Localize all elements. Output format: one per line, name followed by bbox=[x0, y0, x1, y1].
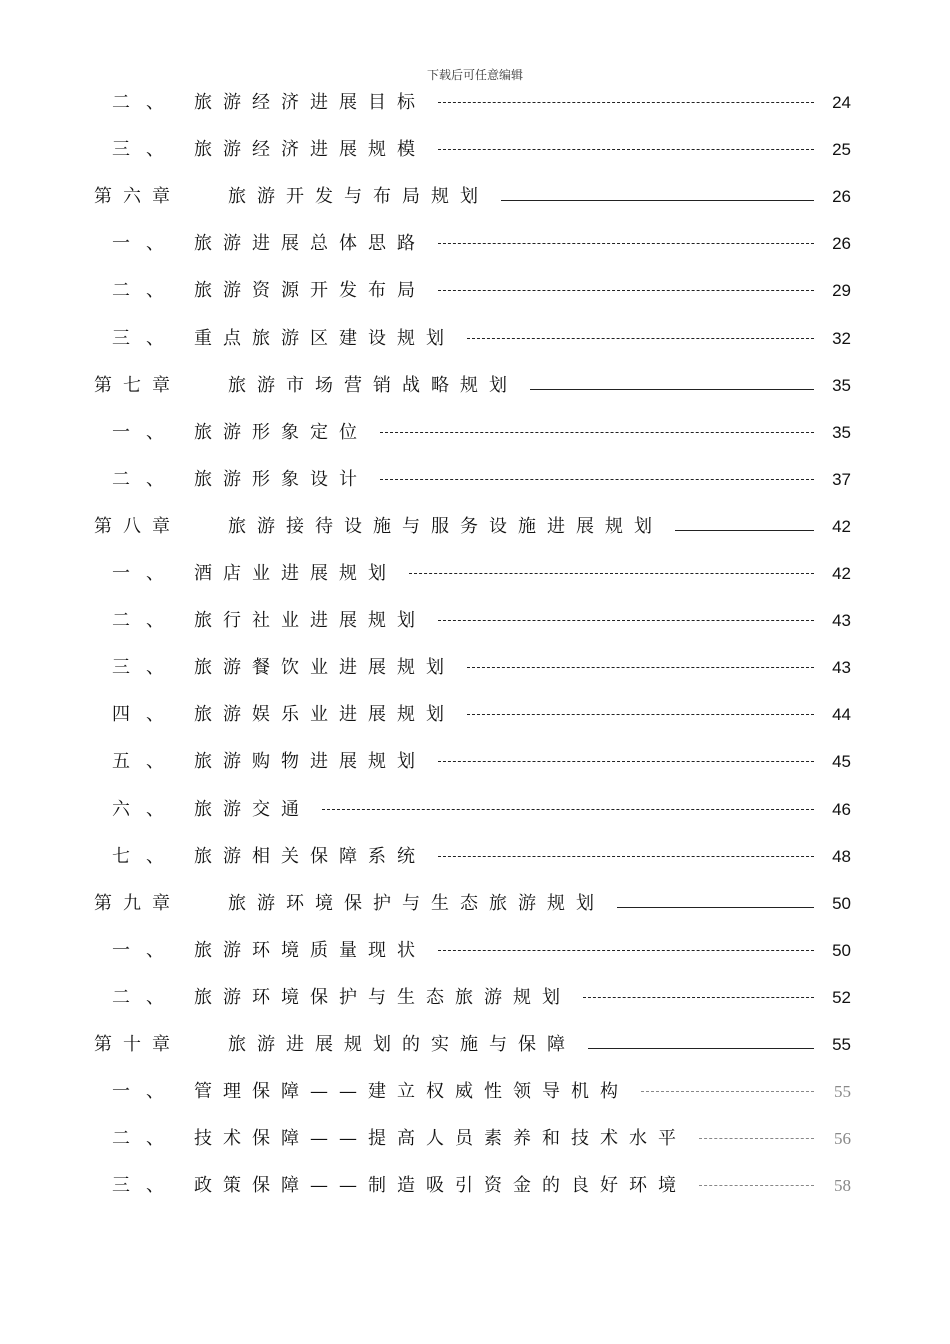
toc-section-entry[interactable] bbox=[0, 645, 950, 689]
toc-entry-number: 六、 bbox=[112, 798, 180, 820]
toc-leader-line bbox=[583, 997, 814, 998]
toc-page-number: 44 bbox=[832, 705, 851, 725]
toc-entry-title: 旅游形象设计 bbox=[194, 468, 368, 490]
toc-entry-number: 一、 bbox=[112, 421, 180, 443]
toc-entry-number: 二、 bbox=[112, 986, 180, 1008]
toc-entry-title: 旅游市场营销战略规划 bbox=[228, 374, 518, 396]
toc-entry-title: 旅游经济进展目标 bbox=[194, 92, 426, 113]
toc-entry-title: 重点旅游区建设规划 bbox=[194, 327, 455, 349]
toc-entry-title: 旅游开发与布局规划 bbox=[228, 186, 489, 208]
toc-page-number: 35 bbox=[832, 375, 851, 395]
toc-entry-number: 三、 bbox=[112, 139, 180, 161]
toc-section-entry[interactable] bbox=[0, 1116, 950, 1160]
toc-page-number: 32 bbox=[832, 328, 851, 348]
toc-entry-title: 旅游资源开发布局 bbox=[194, 280, 426, 302]
toc-page-number: 55 bbox=[832, 1035, 851, 1054]
toc-page-number: 24 bbox=[832, 93, 851, 112]
toc-page-number: 25 bbox=[832, 140, 851, 160]
toc-entry-number: 七、 bbox=[112, 845, 180, 867]
toc-entry-number: 一、 bbox=[112, 233, 180, 255]
toc-entry-number: 第七章 bbox=[94, 374, 181, 396]
toc-entry-number: 二、 bbox=[112, 468, 180, 490]
toc-leader-line bbox=[641, 1091, 814, 1092]
toc-chapter-entry[interactable] bbox=[0, 504, 950, 548]
toc-leader-line bbox=[409, 573, 814, 574]
toc-chapter-entry[interactable] bbox=[0, 881, 950, 925]
toc-section-entry[interactable] bbox=[0, 928, 950, 972]
toc-section-entry[interactable] bbox=[0, 598, 950, 642]
toc-leader-line bbox=[675, 530, 814, 531]
toc-entry-title: 旅游娱乐业进展规划 bbox=[194, 704, 455, 726]
toc-page-number: 48 bbox=[832, 846, 851, 866]
toc-leader-line bbox=[380, 479, 814, 480]
toc-leader-line bbox=[322, 809, 814, 810]
toc-section-entry[interactable] bbox=[0, 975, 950, 1019]
toc-page-number: 56 bbox=[834, 1129, 851, 1149]
toc-page-number: 58 bbox=[834, 1176, 851, 1196]
toc-leader-line bbox=[438, 761, 814, 762]
toc-entry-title: 旅游交通 bbox=[194, 798, 310, 820]
toc-section-entry[interactable] bbox=[0, 410, 950, 454]
toc-entry-number: 一、 bbox=[112, 563, 180, 584]
toc-leader-line bbox=[530, 389, 814, 390]
toc-page-number: 26 bbox=[832, 187, 851, 207]
toc-entry-title: 旅游环境质量现状 bbox=[194, 939, 426, 961]
toc-leader-line bbox=[438, 290, 814, 291]
toc-entry-title: 管理保障——建立权威性领导机构 bbox=[194, 1081, 629, 1103]
toc-entry-title: 旅游环境保护与生态旅游规划 bbox=[228, 892, 605, 914]
toc-page-number: 43 bbox=[832, 611, 851, 631]
toc-entry-title: 旅行社业进展规划 bbox=[194, 610, 426, 632]
toc-entry-number: 第十章 bbox=[94, 1034, 181, 1055]
toc-leader-line bbox=[699, 1185, 814, 1186]
toc-section-entry[interactable] bbox=[0, 787, 950, 831]
toc-page-number: 50 bbox=[832, 893, 851, 913]
toc-leader-line bbox=[467, 338, 814, 339]
toc-section-entry[interactable] bbox=[0, 551, 950, 595]
toc-entry-title: 旅游相关保障系统 bbox=[194, 845, 426, 867]
toc-entry-number: 一、 bbox=[112, 939, 180, 961]
toc-page-number: 35 bbox=[832, 422, 851, 442]
toc-entry-number: 第八章 bbox=[94, 515, 181, 537]
toc-leader-line bbox=[438, 149, 814, 150]
toc-entry-number: 三、 bbox=[112, 657, 180, 679]
toc-chapter-entry[interactable] bbox=[0, 1022, 950, 1066]
toc-entry-title: 酒店业进展规划 bbox=[194, 563, 397, 584]
toc-leader-line bbox=[588, 1048, 814, 1049]
toc-page-number: 43 bbox=[832, 658, 851, 678]
toc-page-number: 50 bbox=[832, 940, 851, 960]
toc-page-number: 46 bbox=[832, 799, 851, 819]
toc-page-number: 26 bbox=[832, 234, 851, 254]
toc-entry-title: 技术保障——提高人员素养和技术水平 bbox=[194, 1128, 687, 1150]
toc-leader-line bbox=[438, 856, 814, 857]
toc-entry-title: 政策保障——制造吸引资金的良好环境 bbox=[194, 1175, 687, 1197]
toc-section-entry[interactable] bbox=[0, 1069, 950, 1113]
toc-section-entry[interactable] bbox=[0, 1163, 950, 1207]
toc-section-entry[interactable] bbox=[0, 834, 950, 878]
toc-entry-number: 三、 bbox=[112, 1175, 180, 1197]
toc-entry-title: 旅游经济进展规模 bbox=[194, 139, 426, 161]
toc-entry-number: 第六章 bbox=[94, 186, 181, 208]
toc-section-entry[interactable] bbox=[0, 316, 950, 360]
toc-entry-number: 四、 bbox=[112, 704, 180, 726]
toc-entry-number: 第九章 bbox=[94, 892, 181, 914]
toc-entry-title: 旅游接待设施与服务设施进展规划 bbox=[228, 515, 663, 537]
toc-page-number: 45 bbox=[832, 752, 851, 772]
toc-leader-line bbox=[438, 243, 814, 244]
toc-leader-line bbox=[380, 432, 814, 433]
toc-chapter-entry[interactable] bbox=[0, 174, 950, 218]
toc-section-entry[interactable] bbox=[0, 457, 950, 501]
toc-entry-title: 旅游购物进展规划 bbox=[194, 751, 426, 773]
toc-page-number: 55 bbox=[834, 1082, 851, 1102]
toc-entry-number: 二、 bbox=[112, 1128, 180, 1150]
toc-leader-line bbox=[467, 714, 814, 715]
toc-entry-number: 五、 bbox=[112, 751, 180, 773]
toc-leader-line bbox=[467, 667, 814, 668]
toc-leader-line bbox=[438, 620, 814, 621]
toc-leader-line bbox=[699, 1138, 814, 1139]
toc-entry-number: 二、 bbox=[112, 610, 180, 632]
toc-section-entry[interactable] bbox=[0, 127, 950, 171]
toc-section-entry[interactable] bbox=[0, 739, 950, 783]
toc-section-entry[interactable] bbox=[0, 692, 950, 736]
toc-leader-line bbox=[438, 102, 814, 103]
toc-leader-line bbox=[501, 200, 814, 201]
toc-page-number: 42 bbox=[832, 516, 851, 536]
toc-section-entry[interactable] bbox=[0, 221, 950, 265]
toc-page-number: 37 bbox=[832, 469, 851, 489]
toc-page-number: 29 bbox=[832, 281, 851, 301]
toc-entry-number: 二、 bbox=[112, 280, 180, 302]
toc-entry-number: 一、 bbox=[112, 1081, 180, 1103]
toc-section-entry[interactable] bbox=[0, 268, 950, 312]
toc-page-number: 42 bbox=[832, 564, 851, 583]
toc-entry-title: 旅游形象定位 bbox=[194, 421, 368, 443]
toc-entry-title: 旅游进展总体思路 bbox=[194, 233, 426, 255]
toc-entry-number: 三、 bbox=[112, 327, 180, 349]
toc-chapter-entry[interactable] bbox=[0, 363, 950, 407]
toc-page-number: 52 bbox=[832, 987, 851, 1007]
toc-entry-number: 二、 bbox=[112, 92, 180, 113]
page-header: 下载后可任意编辑 bbox=[426, 68, 523, 82]
toc-section-entry[interactable] bbox=[0, 80, 950, 124]
toc-leader-line bbox=[438, 950, 814, 951]
toc-entry-title: 旅游进展规划的实施与保障 bbox=[228, 1034, 576, 1055]
toc-entry-title: 旅游餐饮业进展规划 bbox=[194, 657, 455, 679]
toc-entry-title: 旅游环境保护与生态旅游规划 bbox=[194, 986, 571, 1008]
toc-leader-line bbox=[617, 907, 814, 908]
